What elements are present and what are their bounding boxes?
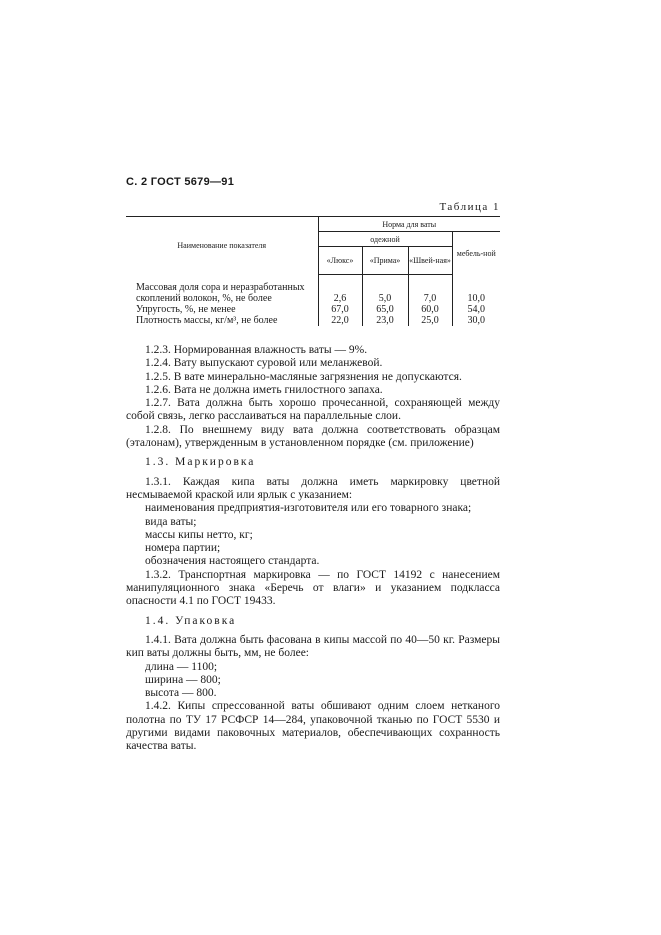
list-item: длина — 1100; bbox=[145, 660, 218, 673]
col-header-norm: Норма для ваты bbox=[318, 217, 500, 232]
paragraph-1-3-1: 1.3.1. Каждая кипа ваты должна иметь маркировку цветной несмываемой краской или ярлык с указанием: bbox=[126, 475, 500, 501]
list-item: вида ваты; bbox=[145, 515, 197, 528]
col-header-prima: «Прима» bbox=[362, 247, 408, 275]
paragraph-1-3-2: 1.3.2. Транспортная маркировка — по ГОСТ 14192 с нанесением манипуляционного знака «Беречь от влаги» и указанием подкласса опасности 4.1 по ГОСТ 19433. bbox=[126, 568, 500, 608]
row-name: Массовая доля сора и неразработанных скоплений волокон, %, не более bbox=[136, 281, 305, 304]
page-header: С. 2 ГОСТ 5679—91 bbox=[126, 176, 235, 188]
cell-sewing: 60,0 bbox=[408, 304, 452, 315]
col-header-lux: «Люкс» bbox=[318, 247, 362, 275]
cell-lux: 2,6 bbox=[318, 275, 362, 305]
section-heading-1-3: 1.3. Маркировка bbox=[145, 456, 256, 469]
section-heading-1-4: 1.4. Упаковка bbox=[145, 614, 237, 627]
paragraph-1-2-7: 1.2.7. Вата должна быть хорошо прочесанной, сохраняющей между собой связь, легко расслаиваться на параллельные слои. bbox=[126, 397, 500, 423]
paragraph-1-2-3: 1.2.3. Нормированная влажность ваты — 9%. bbox=[145, 344, 368, 356]
cell-sewing: 7,0 bbox=[408, 275, 452, 305]
cell-furniture: 30,0 bbox=[452, 315, 500, 326]
paragraph-1-2-5: 1.2.5. В вате минерально-масляные загрязнения не допускаются. bbox=[145, 370, 462, 383]
list-item: номера партии; bbox=[145, 542, 221, 555]
cell-prima: 23,0 bbox=[362, 315, 408, 326]
cell-lux: 67,0 bbox=[318, 304, 362, 315]
list-item: высота — 800. bbox=[145, 687, 217, 700]
paragraph-1-2-8: 1.2.8. По внешнему виду вата должна соответствовать образцам (эталонам), утвержденным в установленном порядке (см. приложение) bbox=[126, 423, 500, 450]
body-text bbox=[126, 344, 500, 754]
table-caption: Таблица 1 bbox=[439, 201, 500, 213]
paragraph-1-2-4: 1.2.4. Вату выпускают суровой или меланжевой. bbox=[145, 357, 383, 370]
paragraph-1-2-6: 1.2.6. Вата не должна иметь гнилостного запаха. bbox=[145, 383, 383, 396]
table-row bbox=[126, 275, 500, 305]
table-row bbox=[126, 315, 500, 326]
paragraph-1-4-1: 1.4.1. Вата должна быть фасована в кипы массой по 40—50 кг. Размеры кип ваты должны быть, мм, не более: bbox=[126, 633, 500, 660]
list-item: массы кипы нетто, кг; bbox=[145, 528, 253, 541]
cell-prima: 65,0 bbox=[362, 304, 408, 315]
standards-table bbox=[126, 216, 500, 326]
cell-lux: 22,0 bbox=[318, 315, 362, 326]
list-item: обозначения настоящего стандарта. bbox=[145, 555, 320, 568]
cell-prima: 5,0 bbox=[362, 275, 408, 305]
table-row bbox=[126, 304, 500, 315]
cell-furniture: 10,0 bbox=[452, 275, 500, 305]
row-name: Плотность массы, кг/м³, не более bbox=[136, 315, 278, 326]
col-header-sewing: «Швей-ная» bbox=[408, 247, 452, 275]
col-header-name: Наименование показателя bbox=[126, 217, 318, 275]
list-item: ширина — 800; bbox=[145, 673, 221, 686]
col-header-furniture: мебель-ной bbox=[452, 232, 500, 275]
cell-furniture: 54,0 bbox=[452, 304, 500, 315]
paragraph-1-4-2: 1.4.2. Кипы спрессованной ваты обшивают одним слоем нетканого полотна по ТУ 17 РСФСР 14—284, упаковочной тканью по ГОСТ 5530 и другими видами паковочных материалов, обеспечивающих сохранность качества ваты. bbox=[126, 700, 500, 753]
cell-sewing: 25,0 bbox=[408, 315, 452, 326]
list-item: наименования предприятия-изготовителя или его товарного знака; bbox=[145, 502, 472, 515]
col-header-clothing: одежной bbox=[318, 232, 452, 247]
row-name: Упругость, %, не менее bbox=[136, 304, 236, 315]
